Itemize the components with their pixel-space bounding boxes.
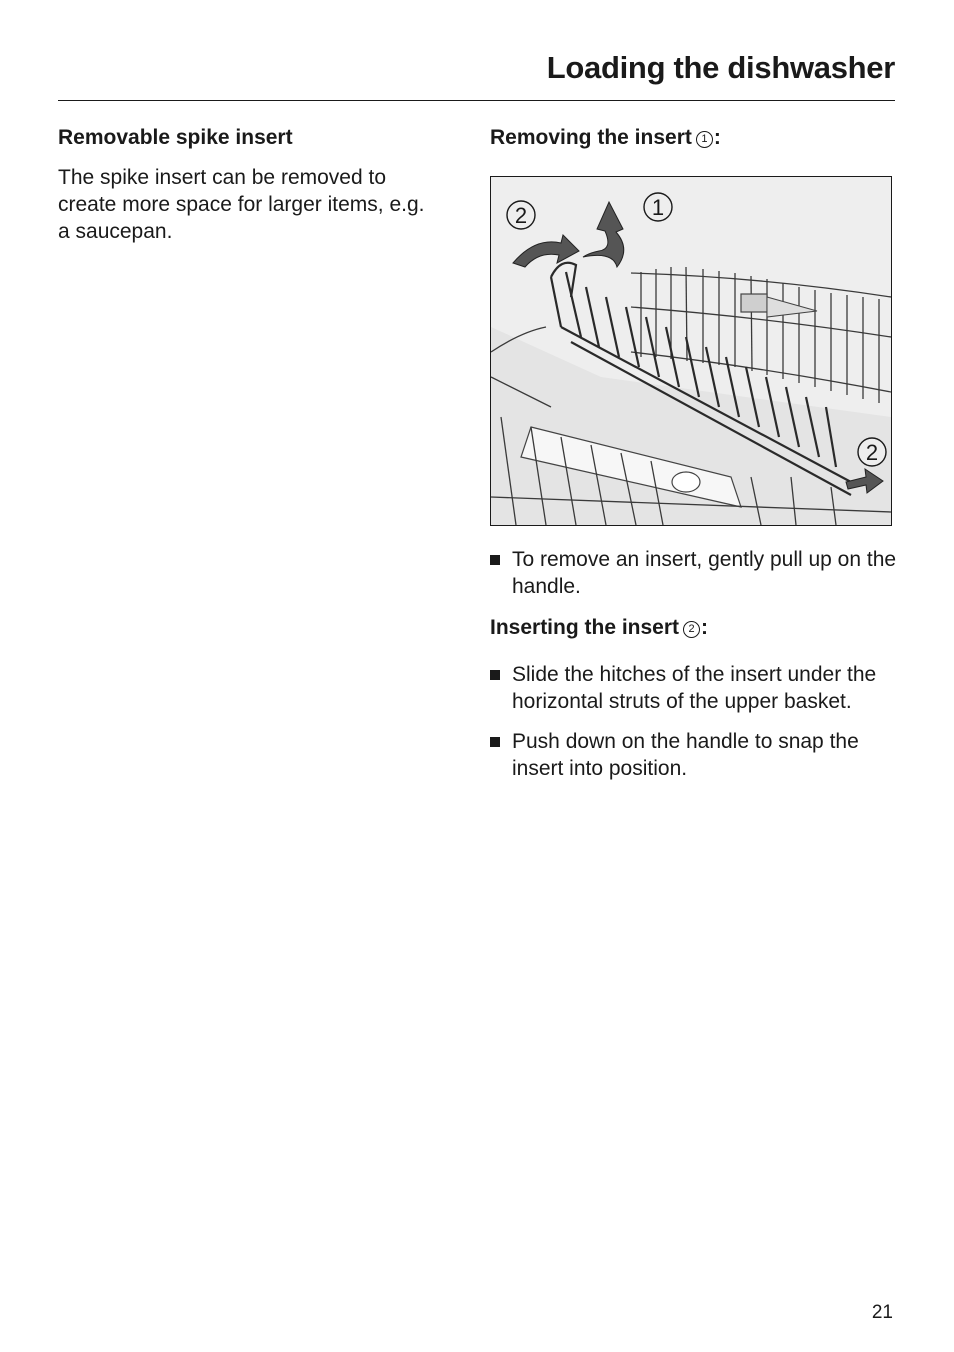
step-marker-1: 1 xyxy=(696,131,713,148)
square-bullet-icon xyxy=(490,555,500,565)
page-number: 21 xyxy=(871,1302,893,1323)
square-bullet-icon xyxy=(490,670,500,680)
left-column xyxy=(58,124,438,245)
callout-2-right-label: 2 xyxy=(865,440,879,465)
callout-1 xyxy=(644,193,672,221)
callout-2-left xyxy=(507,201,535,229)
basket-back-wires xyxy=(631,267,891,403)
basket-drawing xyxy=(491,177,891,525)
callout-2-right xyxy=(858,438,886,466)
right-column xyxy=(490,124,900,795)
basket-handle xyxy=(741,294,767,312)
basket-hub xyxy=(672,472,700,492)
lift-arrow xyxy=(583,202,624,267)
inserting-heading: Inserting the insert 2 : xyxy=(490,616,709,639)
removing-heading-text: Removing the insert xyxy=(490,126,692,149)
callout-1-label: 1 xyxy=(651,195,665,220)
list-item: To remove an insert, gently pull up on the handle. xyxy=(490,546,900,600)
inserting-heading-text: Inserting the insert xyxy=(490,616,680,639)
basket-clip xyxy=(767,297,817,317)
list-item: Push down on the handle to snap the insert into position. xyxy=(490,728,900,782)
spike-insert-illustration xyxy=(490,176,892,526)
removing-heading: Removing the insert 1 : xyxy=(490,126,721,149)
step-marker-2: 2 xyxy=(683,621,700,638)
page-title: Loading the dishwasher xyxy=(546,50,895,85)
inserting-steps xyxy=(490,661,900,782)
square-bullet-icon xyxy=(490,737,500,747)
removing-steps xyxy=(490,546,900,600)
callout-2-left-label: 2 xyxy=(514,203,528,228)
header-divider xyxy=(58,100,895,101)
spike-insert-description: The spike insert can be removed to create more space for larger items, e.g. a saucepan. xyxy=(58,166,425,243)
section-heading-spike-insert: Removable spike insert xyxy=(58,126,293,149)
list-item: Slide the hitches of the insert under the horizontal struts of the upper basket. xyxy=(490,661,900,715)
